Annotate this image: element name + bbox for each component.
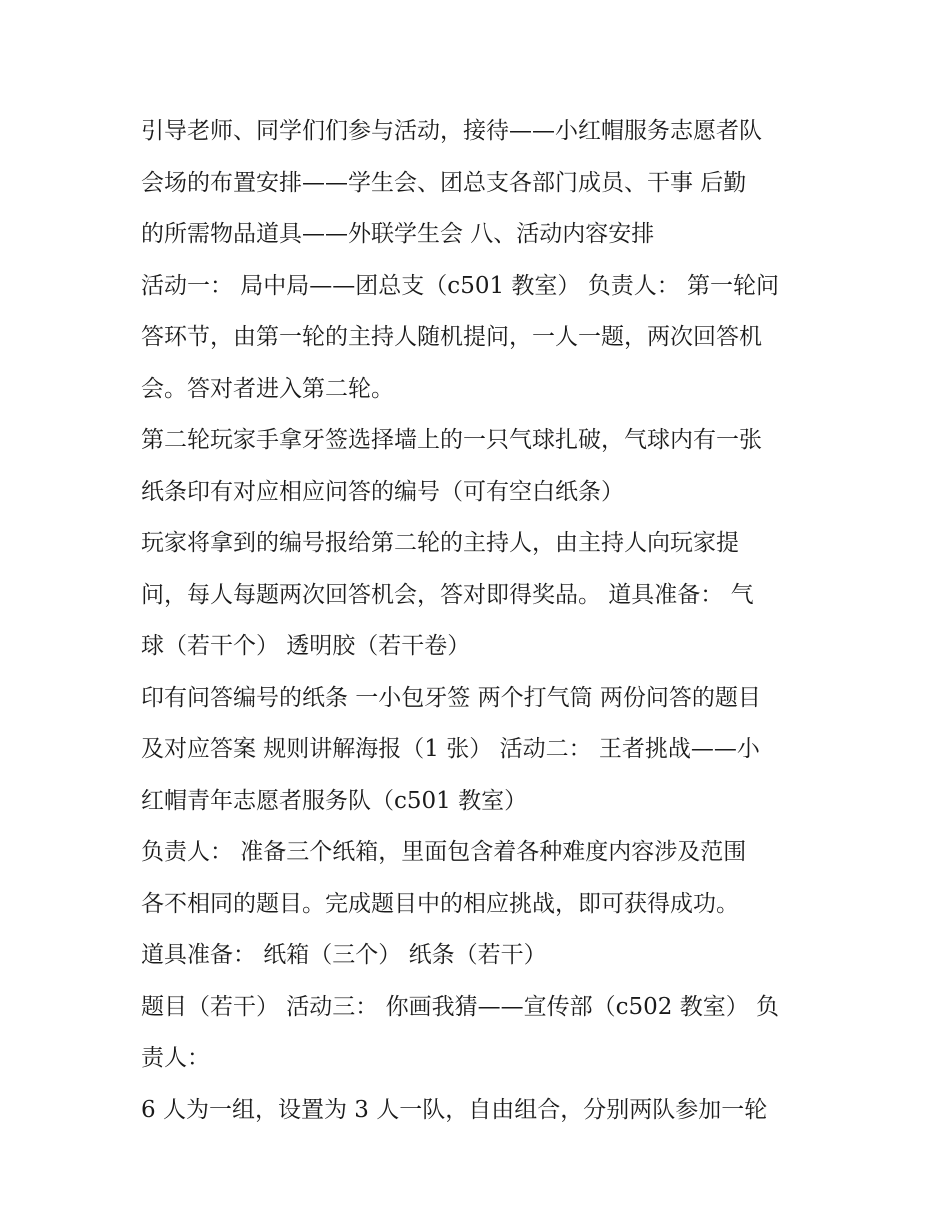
text-line: 球（若干个） 透明胶（若干卷） [141, 633, 471, 659]
text-line: 玩家将拿到的编号报给第二轮的主持人，由主持人向玩家提 [141, 530, 739, 556]
text-line: 及对应答案 规则讲解海报（1 张） 活动二： 王者挑战——小 [141, 736, 760, 762]
document-body [141, 106, 821, 1136]
text-line: 题目（若干） 活动三： 你画我猜——宣传部（c502 教室） 负 [141, 993, 780, 1020]
text-line: 问，每人每题两次回答机会，答对即得奖品。 道具准备： 气 [141, 581, 754, 608]
text-line: 负责人： 准备三个纸箱，里面包含着各种难度内容涉及范围 [141, 839, 747, 865]
text-line: 道具准备： 纸箱（三个） 纸条（若干） [141, 942, 547, 968]
text-line: 答环节，由第一轮的主持人随机提问，一人一题，两次回答机 [141, 324, 762, 350]
text-line: 各不相同的题目。完成题目中的相应挑战，即可获得成功。 [141, 890, 739, 917]
text-line: 引导老师、同学们们参与活动，接待——小红帽服务志愿者队 [141, 118, 762, 144]
text-line: 6 人为一组，设置为 3 人一队，自由组合，分别两队参加一轮 [141, 1096, 768, 1123]
text-line: 第二轮玩家手拿牙签选择墙上的一只气球扎破，气球内有一张 [141, 427, 762, 453]
text-line: 会场的布置安排——学生会、团总支各部门成员、干事 后勤 [141, 169, 747, 196]
text-line: 印有问答编号的纸条 一小包牙签 两个打气筒 两份问答的题目 [141, 684, 761, 711]
text-line: 会。答对者进入第二轮。 [141, 375, 394, 402]
text-line: 责人： [141, 1045, 210, 1071]
text-line: 红帽青年志愿者服务队（c501 教室） [141, 787, 528, 814]
text-line: 纸条印有对应相应问答的编号（可有空白纸条） [141, 478, 624, 505]
text-line: 的所需物品道具——外联学生会 八、活动内容安排 [141, 221, 655, 247]
text-line: 活动一： 局中局——团总支（c501 教室） 负责人： 第一轮问 [141, 272, 780, 299]
